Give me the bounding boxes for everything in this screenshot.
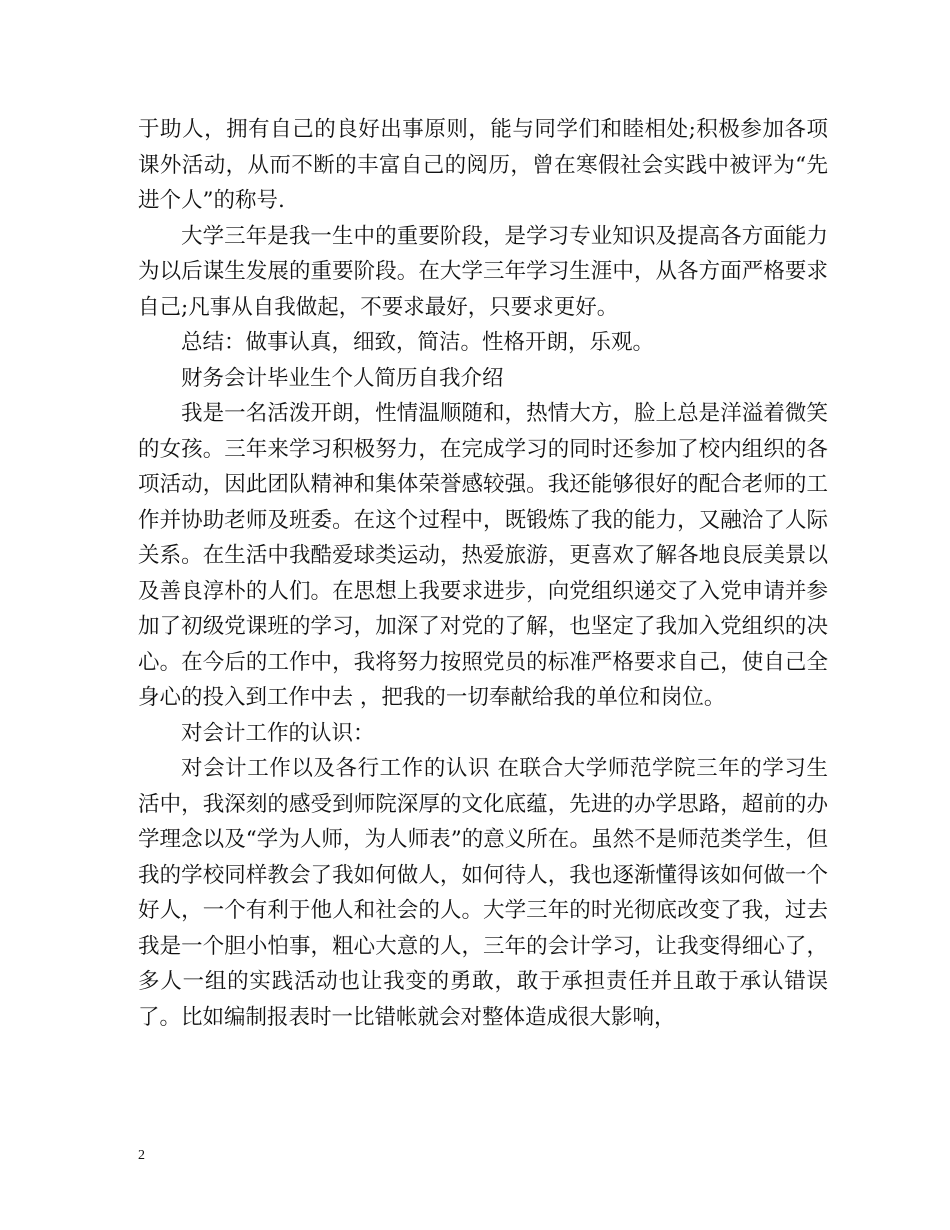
page-number: 2 [138, 1148, 145, 1163]
paragraph-1: 于助人，拥有自己的良好出事原则，能与同学们和睦相处;积极参加各项课外活动，从而不断的丰富自己的阅历，曾在寒假社会实践中被评为“先进个人”的称号. [138, 117, 828, 213]
body-text [138, 112, 828, 1035]
paragraph-accounting-understanding: 对会计工作以及各行工作的认识 在联合大学师范学院三年的学习生活中，我深刻的感受到师院深厚的文化底蕴，先进的办学思路，超前的办学理念以及“学为人师，为人师表”的意义所在。虽然不是师范类学生，但我的学校同样教会了我如何做人，如何待人，我也逐渐懂得该如何做一个好人，一个有利于他人和社会的人。大学三年的时光彻底改变了我，过去我是一个胆小怕事，粗心大意的人，三年的会计学习，让我变得细心了，多人一组的实践活动也让我变的勇敢，敢于承担责任并且敢于承认错误了。比如编制报表时一比错帐就会对整体造成很大影响， [138, 756, 828, 1030]
section-heading-self-introduction: 财务会计毕业生个人简历自我介绍 [181, 365, 504, 391]
paragraph-summary: 总结：做事认真，细致，简洁。性格开朗，乐观。 [181, 330, 655, 355]
paragraph-2: 大学三年是我一生中的重要阶段，是学习专业知识及提高各方面能力为以后谋生发展的重要阶段。在大学三年学习生涯中，从各方面严格要求自己;凡事从自我做起，不要求最好，只要求更好。 [138, 223, 828, 320]
paragraph-self-introduction: 我是一名活泼开朗，性情温顺随和，热情大方，脸上总是洋溢着微笑的女孩。三年来学习积极努力，在完成学习的同时还参加了校内组织的各项活动，因此团队精神和集体荣誉感较强。我还能够很好的配合老师的工作并协助老师及班委。在这个过程中，既锻炼了我的能力，又融洽了人际关系。在生活中我酷爱球类运动，热爱旅游，更喜欢了解各地良辰美景以及善良淳朴的人们。在思想上我要求进步，向党组织递交了入党申请并参加了初级党课班的学习，加深了对党的了解，也坚定了我加入党组织的决心。在今后的工作中，我将努力按照党员的标准严格要求自己，使自己全身心的投入到工作中去 ，把我的一切奉献给我的单位和岗位。 [138, 401, 828, 710]
section-heading-accounting-understanding: 对会计工作的认识： [181, 720, 375, 746]
